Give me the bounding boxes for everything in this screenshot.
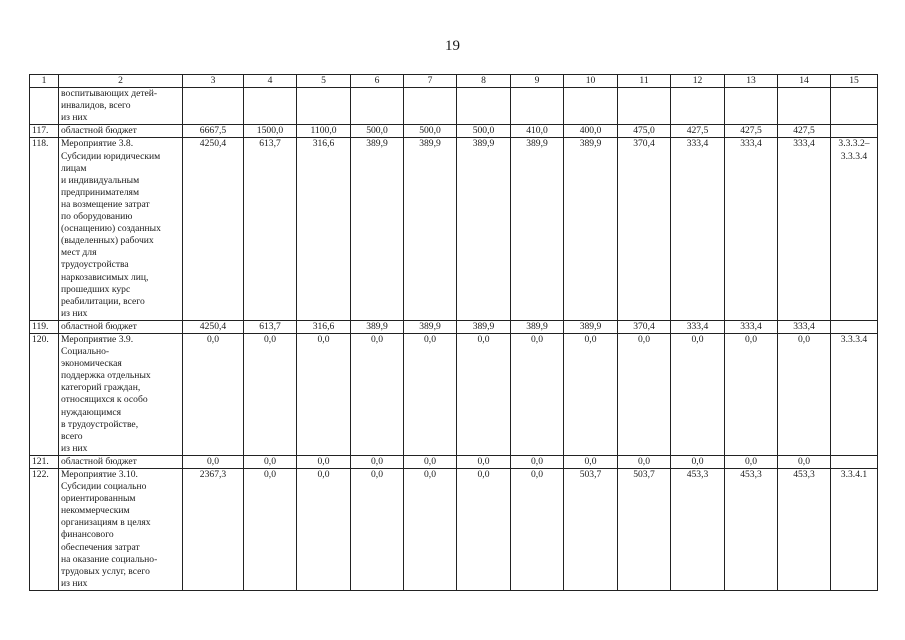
- value-cell: 453,3: [671, 469, 725, 591]
- value-cell: 389,9: [511, 138, 564, 320]
- column-header: 4: [244, 75, 297, 88]
- value-cell: 389,9: [564, 138, 618, 320]
- value-cell: 0,0: [244, 455, 297, 468]
- value-cell: 500,0: [404, 125, 457, 138]
- value-cell: 0,0: [183, 455, 244, 468]
- value-cell: 0,0: [564, 455, 618, 468]
- column-header: 14: [778, 75, 831, 88]
- value-cell: [297, 88, 351, 125]
- value-cell: 0,0: [511, 469, 564, 591]
- value-cell: 0,0: [404, 455, 457, 468]
- column-header: 8: [457, 75, 511, 88]
- value-cell: 0,0: [778, 455, 831, 468]
- row-code: [831, 320, 878, 333]
- column-header: 1: [30, 75, 59, 88]
- value-cell: 0,0: [778, 333, 831, 455]
- value-cell: 0,0: [564, 333, 618, 455]
- row-code: [831, 125, 878, 138]
- row-index: 122.: [30, 469, 59, 591]
- value-cell: 316,6: [297, 320, 351, 333]
- value-cell: 0,0: [511, 333, 564, 455]
- table-row: [30, 455, 878, 468]
- table-body: [30, 75, 878, 591]
- value-cell: 370,4: [618, 138, 671, 320]
- row-code: 3.3.4.1: [831, 469, 878, 591]
- value-cell: 0,0: [511, 455, 564, 468]
- value-cell: 389,9: [511, 320, 564, 333]
- column-header: 5: [297, 75, 351, 88]
- row-description: Мероприятие 3.9. Социально- экономическая поддержка отдельных категорий граждан, относящихся к особо нуждающимся в трудоустройстве, всего из них: [59, 333, 183, 455]
- value-cell: 503,7: [618, 469, 671, 591]
- value-cell: 0,0: [618, 455, 671, 468]
- value-cell: 500,0: [351, 125, 404, 138]
- row-code: 3.3.3.2– 3.3.3.4: [831, 138, 878, 320]
- value-cell: 6667,5: [183, 125, 244, 138]
- value-cell: 389,9: [404, 320, 457, 333]
- value-cell: 316,6: [297, 138, 351, 320]
- value-cell: 427,5: [671, 125, 725, 138]
- row-code: [831, 455, 878, 468]
- value-cell: [725, 88, 778, 125]
- budget-table: [29, 74, 878, 591]
- value-cell: 2367,3: [183, 469, 244, 591]
- value-cell: [618, 88, 671, 125]
- column-header: 13: [725, 75, 778, 88]
- column-header: 7: [404, 75, 457, 88]
- value-cell: [671, 88, 725, 125]
- value-cell: 1500,0: [244, 125, 297, 138]
- value-cell: 0,0: [183, 333, 244, 455]
- row-description: областной бюджет: [59, 125, 183, 138]
- table-row: [30, 138, 878, 320]
- value-cell: 370,4: [618, 320, 671, 333]
- value-cell: 0,0: [457, 455, 511, 468]
- value-cell: 0,0: [351, 469, 404, 591]
- value-cell: 475,0: [618, 125, 671, 138]
- value-cell: [244, 88, 297, 125]
- value-cell: 333,4: [778, 320, 831, 333]
- row-description: воспитывающих детей- инвалидов, всего из них: [59, 88, 183, 125]
- value-cell: [778, 88, 831, 125]
- table-row: [30, 333, 878, 455]
- value-cell: 389,9: [351, 320, 404, 333]
- value-cell: 0,0: [244, 333, 297, 455]
- value-cell: 389,9: [564, 320, 618, 333]
- value-cell: [457, 88, 511, 125]
- row-code: [831, 88, 878, 125]
- column-header: 11: [618, 75, 671, 88]
- value-cell: 0,0: [618, 333, 671, 455]
- value-cell: 0,0: [351, 333, 404, 455]
- value-cell: 410,0: [511, 125, 564, 138]
- value-cell: 4250,4: [183, 138, 244, 320]
- value-cell: 427,5: [725, 125, 778, 138]
- row-index: [30, 88, 59, 125]
- value-cell: 0,0: [404, 469, 457, 591]
- value-cell: 389,9: [457, 320, 511, 333]
- value-cell: 333,4: [725, 320, 778, 333]
- value-cell: 4250,4: [183, 320, 244, 333]
- value-cell: 503,7: [564, 469, 618, 591]
- column-header: 2: [59, 75, 183, 88]
- value-cell: 389,9: [404, 138, 457, 320]
- value-cell: 0,0: [297, 469, 351, 591]
- value-cell: 0,0: [351, 455, 404, 468]
- value-cell: 0,0: [404, 333, 457, 455]
- value-cell: 0,0: [297, 333, 351, 455]
- row-index: 117.: [30, 125, 59, 138]
- value-cell: 400,0: [564, 125, 618, 138]
- column-header: 3: [183, 75, 244, 88]
- value-cell: 613,7: [244, 320, 297, 333]
- value-cell: 333,4: [725, 138, 778, 320]
- value-cell: 613,7: [244, 138, 297, 320]
- value-cell: 500,0: [457, 125, 511, 138]
- row-description: областной бюджет: [59, 455, 183, 468]
- value-cell: 0,0: [297, 455, 351, 468]
- value-cell: 389,9: [351, 138, 404, 320]
- value-cell: 453,3: [778, 469, 831, 591]
- page-number: 19: [445, 38, 460, 54]
- row-code: 3.3.3.4: [831, 333, 878, 455]
- row-index: 121.: [30, 455, 59, 468]
- value-cell: 0,0: [671, 333, 725, 455]
- column-header: 6: [351, 75, 404, 88]
- value-cell: [404, 88, 457, 125]
- value-cell: [564, 88, 618, 125]
- table-row: [30, 125, 878, 138]
- value-cell: 0,0: [671, 455, 725, 468]
- value-cell: [511, 88, 564, 125]
- row-index: 120.: [30, 333, 59, 455]
- value-cell: 0,0: [457, 469, 511, 591]
- value-cell: 0,0: [244, 469, 297, 591]
- header-row: [30, 75, 878, 88]
- row-description: Мероприятие 3.10. Субсидии социально ориентированным некоммерческим организациям в целях финансового обеспечения затрат на оказание социально- трудовых услуг, всего из них: [59, 469, 183, 591]
- column-header: 12: [671, 75, 725, 88]
- value-cell: 427,5: [778, 125, 831, 138]
- value-cell: 1100,0: [297, 125, 351, 138]
- row-index: 119.: [30, 320, 59, 333]
- row-index: 118.: [30, 138, 59, 320]
- value-cell: 0,0: [725, 455, 778, 468]
- value-cell: 333,4: [778, 138, 831, 320]
- table-row: [30, 88, 878, 125]
- row-description: областной бюджет: [59, 320, 183, 333]
- value-cell: 389,9: [457, 138, 511, 320]
- value-cell: 333,4: [671, 320, 725, 333]
- table-row: [30, 469, 878, 591]
- column-header: 15: [831, 75, 878, 88]
- column-header: 9: [511, 75, 564, 88]
- table-row: [30, 320, 878, 333]
- value-cell: 333,4: [671, 138, 725, 320]
- value-cell: 0,0: [457, 333, 511, 455]
- value-cell: 0,0: [725, 333, 778, 455]
- value-cell: [351, 88, 404, 125]
- row-description: Мероприятие 3.8. Субсидии юридическим лицам и индивидуальным предпринимателям на возмещение затрат по оборудованию (оснащению) созданных (выделенных) рабочих мест для трудоустройства наркозависимых лиц, прошедших курс реабилитации, всего из них: [59, 138, 183, 320]
- value-cell: 453,3: [725, 469, 778, 591]
- value-cell: [183, 88, 244, 125]
- column-header: 10: [564, 75, 618, 88]
